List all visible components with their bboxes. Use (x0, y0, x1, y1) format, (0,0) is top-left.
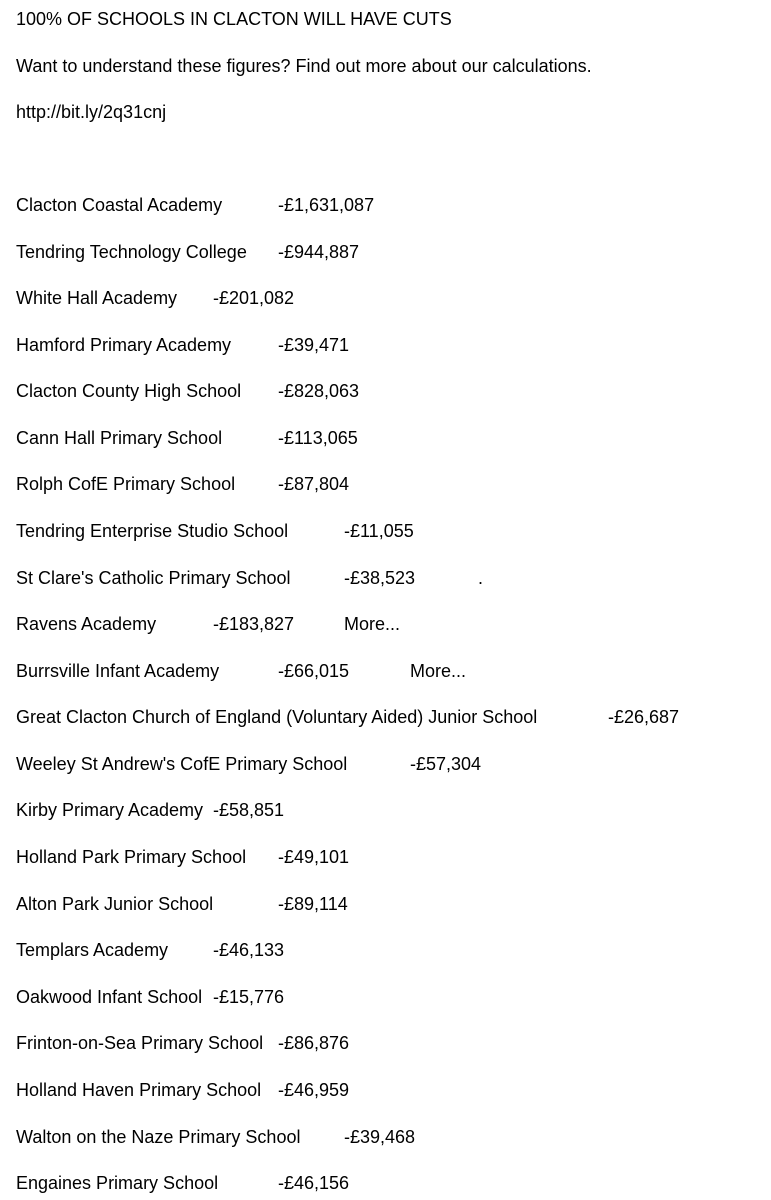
school-cut: -£57,304 (410, 754, 482, 774)
school-name: Rolph CofE Primary School (16, 474, 236, 494)
school-name: Engaines Primary School (16, 1173, 219, 1193)
school-cut: -£39,471 (278, 335, 350, 355)
school-cut: -£46,156 (278, 1173, 350, 1193)
school-name: Cann Hall Primary School (16, 428, 223, 448)
school-cut: -£1,631,087 (278, 195, 375, 215)
headline: 100% OF SCHOOLS IN CLACTON WILL HAVE CUTS (16, 9, 452, 29)
school-row (0, 893, 771, 915)
school-cut: -£113,065 (278, 428, 358, 448)
school-row (0, 1126, 771, 1148)
school-row (0, 613, 771, 635)
school-name: Oakwood Infant School (16, 987, 203, 1007)
school-name: Holland Haven Primary School (16, 1080, 262, 1100)
school-name: Ravens Academy (16, 614, 157, 634)
school-cut: -£66,015 (278, 661, 350, 681)
school-row (0, 427, 771, 449)
school-name: Templars Academy (16, 940, 169, 960)
school-name: Alton Park Junior School (16, 894, 214, 914)
school-row (0, 194, 771, 216)
school-name: Frinton-on-Sea Primary School (16, 1033, 264, 1053)
school-row (0, 241, 771, 263)
more-link[interactable]: More... (410, 661, 467, 681)
school-row (0, 660, 771, 682)
school-name: Clacton Coastal Academy (16, 195, 223, 215)
school-name: Burrsville Infant Academy (16, 661, 220, 681)
school-cut: -£944,887 (278, 242, 360, 262)
school-row (0, 567, 771, 589)
school-row (0, 1079, 771, 1101)
school-cut: -£11,055 (344, 521, 414, 541)
school-name: Clacton County High School (16, 381, 242, 401)
school-row (0, 706, 771, 728)
school-cut: -£86,876 (278, 1033, 350, 1053)
school-name: Hamford Primary Academy (16, 335, 232, 355)
school-cut: -£201,082 (213, 288, 295, 308)
school-row (0, 1172, 771, 1194)
stray-dot: . (478, 568, 484, 588)
school-row (0, 380, 771, 402)
calculations-link[interactable]: http://bit.ly/2q31cnj (16, 102, 167, 122)
school-name: Weeley St Andrew's CofE Primary School (16, 754, 348, 774)
school-cut: -£828,063 (278, 381, 360, 401)
school-row (0, 334, 771, 356)
school-row (0, 287, 771, 309)
school-row (0, 753, 771, 775)
school-cut: -£183,827 (213, 614, 295, 634)
school-row (0, 473, 771, 495)
school-row (0, 846, 771, 868)
school-cut: -£39,468 (344, 1127, 416, 1147)
school-cut: -£58,851 (213, 800, 285, 820)
school-name: Tendring Technology College (16, 242, 247, 262)
school-cut: -£15,776 (213, 987, 285, 1007)
school-name: White Hall Academy (16, 288, 178, 308)
school-cut: -£46,133 (213, 940, 285, 960)
school-row (0, 939, 771, 961)
more-link[interactable]: More... (344, 614, 401, 634)
school-name: Walton on the Naze Primary School (16, 1127, 301, 1147)
school-cut: -£38,523 (344, 568, 416, 588)
school-cut: -£26,687 (608, 707, 680, 727)
school-name: St Clare's Catholic Primary School (16, 568, 291, 588)
intro-text: Want to understand these figures? Find out more about our calculations. (16, 56, 592, 76)
school-row (0, 799, 771, 821)
school-name: Great Clacton Church of England (Voluntary Aided) Junior School (16, 707, 538, 727)
school-cut: -£89,114 (278, 894, 348, 914)
school-name: Kirby Primary Academy (16, 800, 204, 820)
school-name: Holland Park Primary School (16, 847, 247, 867)
school-row (0, 520, 771, 542)
school-cut: -£49,101 (278, 847, 350, 867)
school-cut: -£87,804 (278, 474, 350, 494)
school-name: Tendring Enterprise Studio School (16, 521, 289, 541)
school-cut: -£46,959 (278, 1080, 350, 1100)
school-row (0, 1032, 771, 1054)
school-row (0, 986, 771, 1008)
